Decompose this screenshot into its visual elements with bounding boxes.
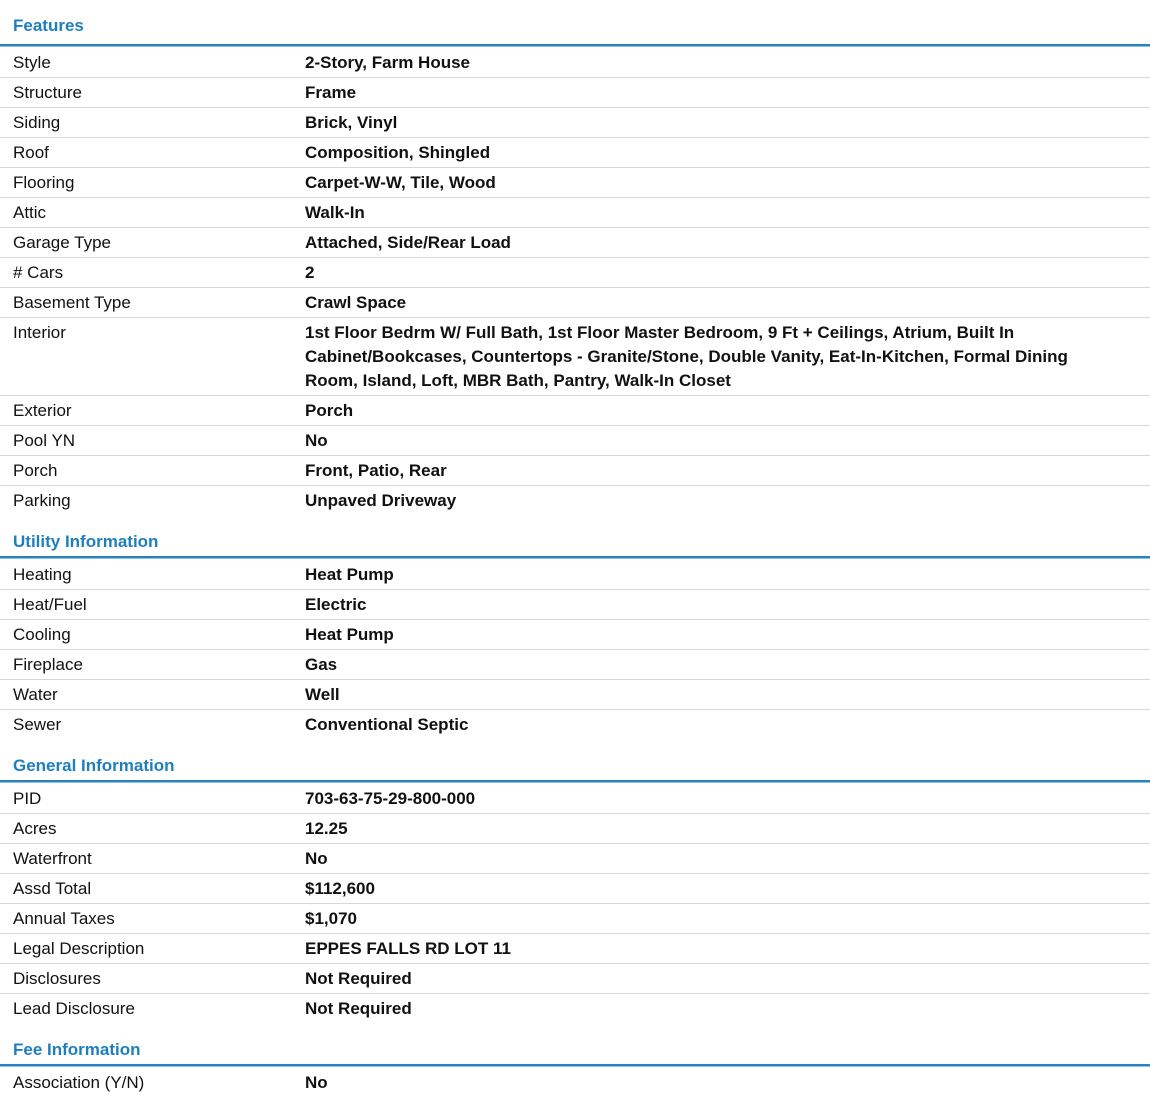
section-divider (0, 556, 1150, 559)
field-row (0, 1068, 1150, 1097)
field-value: $112,600 (305, 879, 375, 898)
section-features (0, 0, 1150, 515)
field-label: Style (13, 53, 51, 72)
field-value: Electric (305, 595, 367, 614)
field-label: Water (13, 685, 58, 704)
field-row (0, 108, 1150, 138)
field-value: Unpaved Driveway (305, 491, 457, 510)
section-title: Features (13, 16, 84, 35)
field-row (0, 814, 1150, 844)
field-row (0, 620, 1150, 650)
field-list (0, 48, 1150, 515)
field-value: Frame (305, 83, 357, 102)
field-row (0, 486, 1150, 515)
field-row (0, 784, 1150, 814)
field-label: Assd Total (13, 879, 92, 898)
field-label: Siding (13, 113, 61, 132)
field-value: No (305, 1073, 328, 1092)
field-value: Attached, Side/Rear Load (305, 233, 511, 252)
field-row (0, 318, 1150, 396)
field-label: Legal Description (13, 939, 145, 958)
field-value: $1,070 (305, 909, 357, 928)
field-label: PID (13, 789, 42, 808)
section-general-information (0, 739, 1150, 1023)
field-label: Heat/Fuel (13, 595, 87, 614)
field-row (0, 456, 1150, 486)
field-value: Porch (305, 401, 354, 420)
field-row (0, 680, 1150, 710)
field-label: Sewer (13, 715, 62, 734)
field-label: Structure (13, 83, 82, 102)
field-label: Acres (13, 819, 57, 838)
section-divider (0, 780, 1150, 783)
field-row (0, 844, 1150, 874)
field-row (0, 590, 1150, 620)
field-row (0, 396, 1150, 426)
field-label: Exterior (13, 401, 72, 420)
section-divider (0, 44, 1150, 47)
field-row (0, 288, 1150, 318)
section-divider (0, 1064, 1150, 1067)
field-row (0, 874, 1150, 904)
field-label: Heating (13, 565, 72, 584)
field-value: Front, Patio, Rear (305, 461, 447, 480)
section-utility-information (0, 515, 1150, 739)
field-row (0, 934, 1150, 964)
field-value: Conventional Septic (305, 715, 469, 734)
field-list (0, 560, 1150, 739)
field-row (0, 650, 1150, 680)
field-row (0, 426, 1150, 456)
field-row (0, 198, 1150, 228)
field-value: Gas (305, 655, 338, 674)
field-value: Crawl Space (305, 293, 407, 312)
field-label: Basement Type (13, 293, 131, 312)
field-row (0, 138, 1150, 168)
field-list (0, 784, 1150, 1023)
field-label: Cooling (13, 625, 71, 644)
field-row (0, 228, 1150, 258)
field-value: Not Required (305, 969, 412, 988)
field-label: Fireplace (13, 655, 83, 674)
field-value: Not Required (305, 999, 412, 1018)
field-row (0, 258, 1150, 288)
field-row (0, 994, 1150, 1023)
field-row (0, 560, 1150, 590)
field-label: Interior (13, 323, 66, 342)
field-value: 1st Floor Bedrm W/ Full Bath, 1st Floor Master Bedroom, 9 Ft + Ceilings, Atrium, Built In Cabinet/Bookcases, Countertops - Granite/Stone, Double Vanity, Eat-In-Kitchen, Formal Dining Room, Island, Loft, MBR Bath, Pantry, Walk-In Closet (305, 323, 1068, 390)
field-label: # Cars (13, 263, 64, 282)
field-row (0, 78, 1150, 108)
field-value: 2 (305, 263, 315, 282)
section-title: Fee Information (13, 1040, 141, 1059)
field-value: Heat Pump (305, 625, 394, 644)
field-list (0, 1068, 1150, 1097)
field-label: Pool YN (13, 431, 76, 450)
field-value: Brick, Vinyl (305, 113, 398, 132)
field-row (0, 710, 1150, 739)
field-label: Association (Y/N) (13, 1073, 145, 1092)
field-value: No (305, 431, 328, 450)
field-value: Well (305, 685, 340, 704)
field-row (0, 168, 1150, 198)
field-label: Parking (13, 491, 71, 510)
field-value: 2-Story, Farm House (305, 53, 471, 72)
field-row (0, 904, 1150, 934)
field-value: Carpet-W-W, Tile, Wood (305, 173, 496, 192)
field-value: No (305, 849, 328, 868)
field-label: Disclosures (13, 969, 101, 988)
section-title: Utility Information (13, 532, 159, 551)
field-label: Garage Type (13, 233, 111, 252)
field-label: Lead Disclosure (13, 999, 135, 1018)
field-label: Porch (13, 461, 58, 480)
field-value: 703-63-75-29-800-000 (305, 789, 476, 808)
field-value: 12.25 (305, 819, 348, 838)
field-value: Composition, Shingled (305, 143, 491, 162)
field-label: Waterfront (13, 849, 92, 868)
field-value: Walk-In (305, 203, 365, 222)
field-label: Annual Taxes (13, 909, 115, 928)
field-row (0, 964, 1150, 994)
section-title: General Information (13, 756, 175, 775)
section-fee-information (0, 1023, 1150, 1097)
field-value: EPPES FALLS RD LOT 11 (305, 939, 511, 958)
field-row (0, 48, 1150, 78)
field-label: Roof (13, 143, 49, 162)
field-value: Heat Pump (305, 565, 394, 584)
field-label: Attic (13, 203, 47, 222)
field-label: Flooring (13, 173, 75, 192)
